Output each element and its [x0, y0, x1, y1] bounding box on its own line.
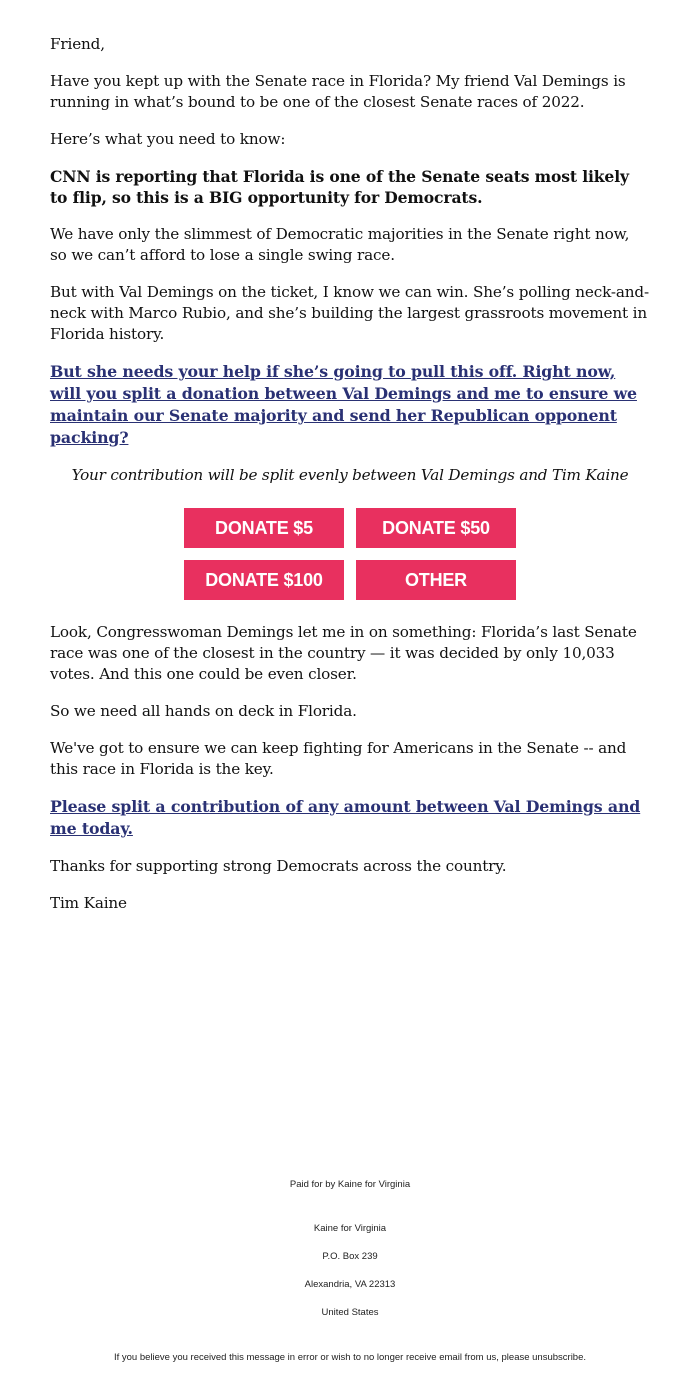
greeting: Friend,: [50, 35, 105, 53]
donation-ask-link-paragraph: [50, 361, 650, 449]
footer-city: Alexandria, VA 22313: [304, 1279, 396, 1290]
footer-country: United States: [321, 1307, 379, 1318]
footer-po-box: P.O. Box 239: [322, 1251, 378, 1262]
unsubscribe-notice[interactable]: If you believe you received this message in error or wish to no longer receive email from us, please unsubscribe.: [113, 1352, 587, 1363]
paragraph-cnn-report: CNN is reporting that Florida is one of the Senate seats most likely to flip, so this is a BIG opportunity for Democrats.: [50, 167, 629, 207]
paragraph-need-to-know: Here’s what you need to know:: [50, 130, 286, 148]
donation-ask-link[interactable]: But she needs your help if she’s going to pull this off. Right now, will you split a donation between Val Demings and me to ensure we maintain our Senate majority and send her Republican opponent packing?: [50, 362, 637, 447]
split-contribution-note: Your contribution will be split evenly between Val Demings and Tim Kaine: [71, 466, 629, 484]
footer-org-name: Kaine for Virginia: [313, 1223, 387, 1234]
donate-50-button[interactable]: DONATE $50: [356, 508, 516, 548]
paragraph-majority: We have only the slimmest of Democratic majorities in the Senate right now, so we can’t afford to lose a single swing race.: [50, 225, 630, 264]
donate-button-grid: [50, 508, 650, 600]
email-body: [50, 34, 650, 930]
donate-other-button[interactable]: OTHER: [356, 560, 516, 600]
donate-5-button[interactable]: DONATE $5: [184, 508, 344, 548]
split-contribution-link-paragraph: [50, 796, 650, 840]
donate-100-button[interactable]: DONATE $100: [184, 560, 344, 600]
paid-for-disclaimer: Paid for by Kaine for Virginia: [289, 1179, 411, 1190]
paragraph-keep-fighting: We've got to ensure we can keep fighting for Americans in the Senate -- and this race in Florida is the key.: [50, 739, 627, 778]
split-contribution-link[interactable]: Please split a contribution of any amount between Val Demings and me today.: [50, 797, 641, 838]
paragraph-last-race: Look, Congresswoman Demings let me in on something: Florida’s last Senate race was one of the closest in the country — it was decided by only 10,033 votes. And this one could be even closer.: [50, 623, 637, 683]
signature: Tim Kaine: [50, 894, 127, 912]
paragraph-all-hands: So we need all hands on deck in Florida.: [50, 702, 357, 720]
paragraph-polling: But with Val Demings on the ticket, I know we can win. She’s polling neck-and-neck with Marco Rubio, and she’s building the largest grassroots movement in Florida history.: [50, 283, 649, 343]
paragraph-thanks: Thanks for supporting strong Democrats across the country.: [50, 857, 507, 875]
paragraph-intro: Have you kept up with the Senate race in Florida? My friend Val Demings is running in what’s bound to be one of the closest Senate races of 2022.: [50, 72, 626, 111]
